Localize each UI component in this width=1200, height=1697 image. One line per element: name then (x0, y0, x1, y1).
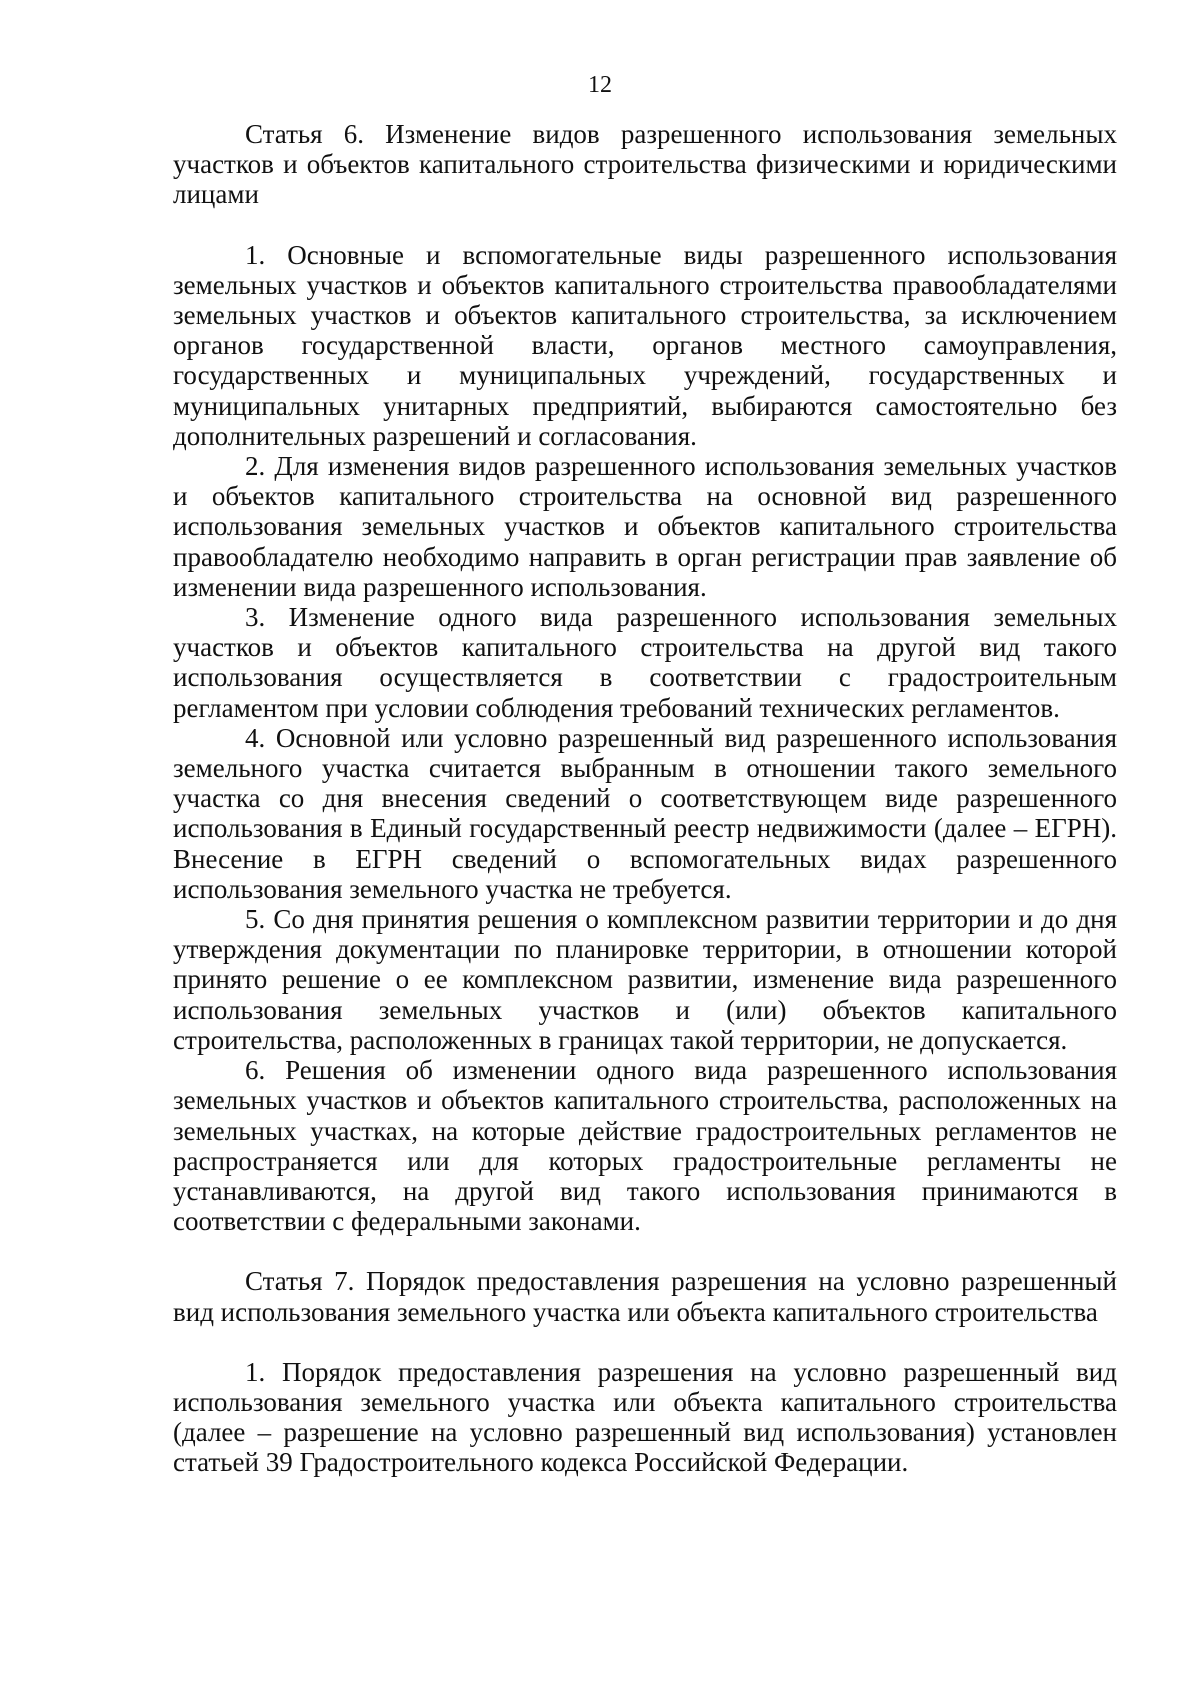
article-6-item-1: 1. Основные и вспомогательные виды разрешенного использования земельных участков и объектов капитального строительства правообладателями земельных участков и объектов капитального строительства, за исключением органов государственной власти, органов местного самоуправления, государственных и муниципальных учреждений, государственных и муниципальных унитарных предприятий, выбираются самостоятельно без дополнительных разрешений и согласования. (173, 239, 1117, 451)
page-number: 12 (588, 72, 612, 98)
article-7-item-1: 1. Порядок предоставления разрешения на условно разрешенный вид использования земельного участка или объекта капитального строительства (далее – разрешение на условно разрешенный вид использования) установлен статьей 39 Градостроительного кодекса Российской Федерации. (173, 1356, 1117, 1478)
article-6-item-6: 6. Решения об изменении одного вида разрешенного использования земельных участков и объектов капитального строительства, расположенных на земельных участках, на которые действие градостроительных регламентов не распространяется или для которых градостроительные регламенты не устанавливаются, на другой вид такого использования принимаются в соответствии с федеральными законами. (173, 1055, 1117, 1237)
article-6-item-4: 4. Основной или условно разрешенный вид разрешенного использования земельного участка считается выбранным в отношении такого земельного участка со дня внесения сведений о соответствующем виде разрешенного использования в Единый государственный реестр недвижимости (далее – ЕГРН). Внесение в ЕГРН сведений о вспомогательных видах разрешенного использования земельного участка не требуется. (173, 722, 1117, 904)
document-body (173, 119, 1117, 1478)
article-6-item-2: 2. Для изменения видов разрешенного использования земельных участков и объектов капитального строительства на основной вид разрешенного использования земельных участков и объектов капитального строительства правообладателю необходимо направить в орган регистрации прав заявление об изменении вида разрешенного использования. (173, 451, 1117, 602)
article-6-heading: Статья 6. Изменение видов разрешенного использования земельных участков и объектов капитального строительства физическими и юридическими лицами (173, 119, 1117, 210)
article-6-item-5: 5. Со дня принятия решения о комплексном развитии территории и до дня утверждения документации по планировке территории, в отношении которой принято решение о ее комплексном развитии, изменение вида разрешенного использования земельных участков и (или) объектов капитального строительства, расположенных в границах такой территории, не допускается. (173, 904, 1117, 1055)
article-6-item-3: 3. Изменение одного вида разрешенного использования земельных участков и объектов капитального строительства на другой вид такого использования осуществляется в соответствии с градостроительным регламентом при условии соблюдения требований технических регламентов. (173, 602, 1117, 723)
article-7-heading: Статья 7. Порядок предоставления разрешения на условно разрешенный вид использования земельного участка или объекта капитального строительства (173, 1266, 1117, 1327)
